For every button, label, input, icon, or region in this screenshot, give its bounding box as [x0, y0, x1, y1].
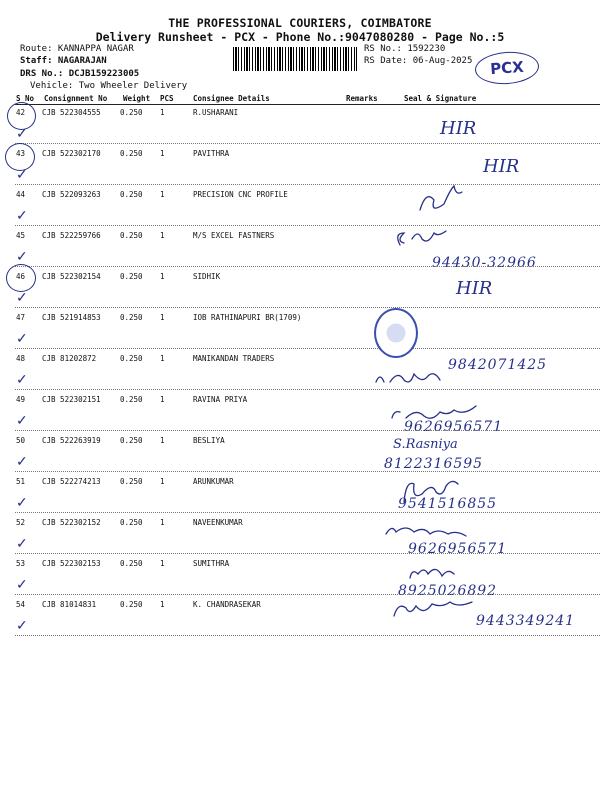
row-consignee: SIDHIK — [193, 272, 221, 281]
delivery-tick-mark: ✓ — [16, 208, 28, 224]
row-weight: 0.250 — [120, 395, 143, 404]
row-pcs: 1 — [160, 108, 165, 117]
handwritten-phone: 9443349241 — [476, 613, 576, 629]
row-sno: 54 — [16, 600, 26, 609]
row-sno: 46 — [16, 272, 26, 281]
row-consignment-no: CJB 522302154 — [42, 272, 101, 281]
row-sno: 50 — [16, 436, 26, 445]
row-weight: 0.250 — [120, 559, 143, 568]
delivery-tick-mark: ✓ — [16, 495, 28, 511]
row-sno: 44 — [16, 190, 26, 199]
row-pcs: 1 — [160, 600, 165, 609]
col-pcs: PCS — [160, 94, 174, 103]
row-sno: 48 — [16, 354, 26, 363]
row-consignee: MANIKANDAN TRADERS — [193, 354, 275, 363]
col-remarks: Remarks — [346, 94, 378, 103]
delivery-tick-mark: ✓ — [16, 290, 28, 306]
rs-date-text: RS Date: 06-Aug-2025 — [364, 56, 473, 66]
delivery-tick-mark: ✓ — [16, 249, 28, 265]
row-sno: 47 — [16, 313, 26, 322]
row-weight: 0.250 — [120, 149, 143, 158]
delivery-tick-mark: ✓ — [16, 577, 28, 593]
delivery-tick-mark: ✓ — [16, 372, 28, 388]
row-pcs: 1 — [160, 436, 165, 445]
row-weight: 0.250 — [120, 108, 143, 117]
row-pcs: 1 — [160, 354, 165, 363]
staff-text: Staff: NAGARAJAN — [20, 56, 107, 66]
row-consignment-no: CJB 522274213 — [42, 477, 101, 486]
handwritten-phone: 9626956571 — [404, 419, 504, 435]
row-weight: 0.250 — [120, 600, 143, 609]
row-consignment-no: CJB 522093263 — [42, 190, 101, 199]
row-consignee: IOB RATHINAPURI BR(1709) — [193, 313, 302, 322]
col-consignment: Consignment No — [44, 94, 108, 103]
route-text: Route: KANNAPPA NAGAR — [20, 44, 134, 54]
col-seal-signature: Seal & Signature — [404, 94, 477, 103]
handwritten-phone: 94430-32966 — [432, 255, 537, 271]
row-weight: 0.250 — [120, 354, 143, 363]
handwritten-signature: HIR — [483, 156, 520, 177]
row-consignee: BESLIYA — [193, 436, 225, 445]
drs-text: DRS No.: DCJB159223005 — [20, 69, 140, 79]
row-consignee: PAVITHRA — [193, 149, 230, 158]
company-title: THE PROFESSIONAL COURIERS, COIMBATORE — [168, 16, 432, 30]
row-pcs: 1 — [160, 518, 165, 527]
row-sno: 53 — [16, 559, 26, 568]
handwritten-signature: HIR — [440, 118, 477, 139]
row-pcs: 1 — [160, 231, 165, 240]
row-consignment-no: CJB 81202872 — [42, 354, 97, 363]
delivery-tick-mark: ✓ — [16, 618, 28, 634]
handwritten-phone: 8925026892 — [398, 583, 498, 599]
row-consignee: NAVEENKUMAR — [193, 518, 243, 527]
row-consignment-no: CJB 522302151 — [42, 395, 101, 404]
row-weight: 0.250 — [120, 477, 143, 486]
row-weight: 0.250 — [120, 436, 143, 445]
row-weight: 0.250 — [120, 231, 143, 240]
row-consignment-no: CJB 522304555 — [42, 108, 101, 117]
row-sno: 45 — [16, 231, 26, 240]
handwritten-phone: 9626956571 — [408, 541, 508, 557]
rs-no-text: RS No.: 1592230 — [364, 44, 446, 54]
row-pcs: 1 — [160, 477, 165, 486]
row-sno: 49 — [16, 395, 26, 404]
row-pcs: 1 — [160, 395, 165, 404]
vehicle-text: Vehicle: Two Wheeler Delivery — [30, 81, 188, 91]
row-consignee: SUMITHRA — [193, 559, 230, 568]
delivery-tick-mark: ✓ — [16, 454, 28, 470]
row-consignee: K. CHANDRASEKAR — [193, 600, 261, 609]
row-weight: 0.250 — [120, 272, 143, 281]
row-consignment-no: CJB 522263919 — [42, 436, 101, 445]
row-consignee: M/S EXCEL FASTNERS — [193, 231, 275, 240]
col-consignee: Consignee Details — [193, 94, 270, 103]
handwritten-phone: 9541516855 — [398, 496, 498, 512]
row-weight: 0.250 — [120, 190, 143, 199]
col-sno: S No — [16, 94, 35, 103]
handwritten-signature: S.Rasniya — [393, 437, 458, 452]
row-consignment-no: CJB 522259766 — [42, 231, 101, 240]
row-consignee: PRECISION CNC PROFILE — [193, 190, 288, 199]
delivery-tick-mark: ✓ — [16, 167, 28, 183]
row-consignment-no: CJB 522302170 — [42, 149, 101, 158]
delivery-tick-mark: ✓ — [16, 413, 28, 429]
row-pcs: 1 — [160, 149, 165, 158]
handwritten-phone: 9842071425 — [448, 357, 548, 373]
row-sno: 52 — [16, 518, 26, 527]
pcx-stamp: PCX — [474, 50, 540, 86]
row-consignee: R.USHARANI — [193, 108, 239, 117]
handwritten-phone: 8122316595 — [384, 456, 484, 472]
handwritten-signature: HIR — [456, 278, 493, 299]
row-consignment-no: CJB 521914853 — [42, 313, 101, 322]
row-pcs: 1 — [160, 559, 165, 568]
row-pcs: 1 — [160, 313, 165, 322]
delivery-tick-mark: ✓ — [16, 536, 28, 552]
row-sno: 42 — [16, 108, 26, 117]
runsheet-title: Delivery Runsheet - PCX - Phone No.:9047080280 - Page No.:5 — [95, 30, 505, 44]
row-weight: 0.250 — [120, 518, 143, 527]
row-consignee: RAVINA PRIYA — [193, 395, 248, 404]
delivery-tick-mark: ✓ — [16, 331, 28, 347]
row-pcs: 1 — [160, 190, 165, 199]
row-consignment-no: CJB 522302152 — [42, 518, 101, 527]
row-weight: 0.250 — [120, 313, 143, 322]
row-consignment-no: CJB 81014831 — [42, 600, 97, 609]
col-weight: Weight — [123, 94, 151, 103]
row-consignee: ARUNKUMAR — [193, 477, 234, 486]
row-sno: 43 — [16, 149, 26, 158]
row-sno: 51 — [16, 477, 26, 486]
row-pcs: 1 — [160, 272, 165, 281]
delivery-tick-mark: ✓ — [16, 126, 28, 142]
row-consignment-no: CJB 522302153 — [42, 559, 101, 568]
